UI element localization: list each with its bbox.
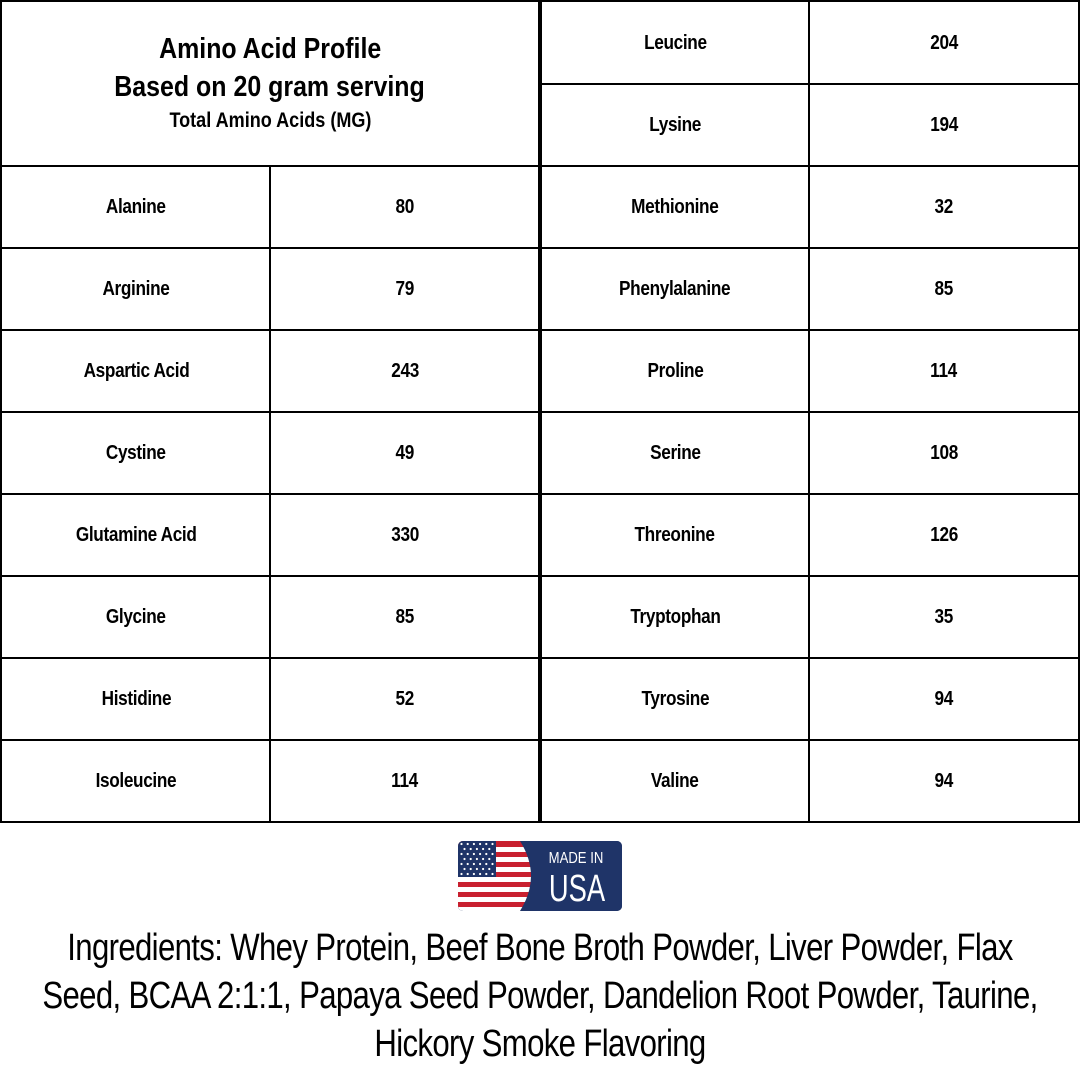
table-divider xyxy=(0,247,1080,249)
table-cell-value: 35 xyxy=(934,605,954,628)
table-cell-value: 108 xyxy=(930,441,958,464)
table-cell-name: Proline xyxy=(647,359,703,382)
table-cell-value: 194 xyxy=(930,113,958,136)
table-cell-name: Cystine xyxy=(106,441,166,464)
table-divider xyxy=(0,411,1080,413)
table-cell-name: Isoleucine xyxy=(95,769,177,792)
badge-line2: USA xyxy=(548,867,606,911)
table-divider xyxy=(0,739,1080,741)
badge-line1: MADE IN xyxy=(548,849,604,868)
made-in-usa-badge xyxy=(458,841,622,911)
table-cell-name: Threonine xyxy=(634,523,716,546)
table-cell-name: Tryptophan xyxy=(629,605,721,628)
units-label: Total Amino Acids (MG) xyxy=(168,109,371,132)
table-cell-name: Tyrosine xyxy=(641,687,709,710)
serving-basis: Based on 20 gram serving xyxy=(114,71,426,103)
table-cell-value: 243 xyxy=(391,359,419,382)
table-cell-name: Aspartic Acid xyxy=(83,359,189,382)
table-cell-value: 52 xyxy=(395,687,415,710)
table-title: Amino Acid Profile xyxy=(158,33,382,65)
table-divider xyxy=(0,329,1080,331)
table-cell-value: 114 xyxy=(930,359,958,382)
table-divider xyxy=(0,575,1080,577)
table-cell-name: Serine xyxy=(649,441,701,464)
table-cell-name: Arginine xyxy=(102,277,170,300)
table-cell-value: 79 xyxy=(395,277,415,300)
table-header xyxy=(0,0,540,166)
table-cell-name: Leucine xyxy=(643,31,707,54)
table-cell-value: 49 xyxy=(395,441,415,464)
table-divider xyxy=(0,493,1080,495)
table-cell-value: 32 xyxy=(934,195,954,218)
table-cell-value: 85 xyxy=(395,605,415,628)
table-cell-name: Valine xyxy=(651,769,699,792)
table-cell-value: 204 xyxy=(930,31,958,54)
table-cell-value: 114 xyxy=(391,769,419,792)
table-cell-value: 80 xyxy=(395,195,415,218)
table-cell-name: Lysine xyxy=(649,113,701,136)
table-cell-name: Glutamine Acid xyxy=(75,523,197,546)
usa-flag-icon xyxy=(458,841,622,911)
table-cell-name: Methionine xyxy=(631,195,719,218)
table-cell-name: Alanine xyxy=(106,195,166,218)
table-divider xyxy=(540,83,1080,85)
table-cell-value: 330 xyxy=(391,523,419,546)
table-cell-name: Glycine xyxy=(106,605,166,628)
table-cell-name: Histidine xyxy=(101,687,171,710)
ingredients-text: Ingredients: Whey Protein, Beef Bone Broth Powder, Liver Powder, Flax Seed, BCAA 2:1:1, Papaya Seed Powder, Dandelion Root Powder, Taurine, Hickory Smoke Flavoring xyxy=(42,927,1038,1065)
table-cell-value: 94 xyxy=(934,769,954,792)
table-cell-value: 85 xyxy=(934,277,954,300)
table-cell-name: Phenylalanine xyxy=(619,277,731,300)
table-divider xyxy=(0,657,1080,659)
table-divider xyxy=(0,165,1080,167)
table-cell-value: 126 xyxy=(930,523,958,546)
table-cell-value: 94 xyxy=(934,687,954,710)
